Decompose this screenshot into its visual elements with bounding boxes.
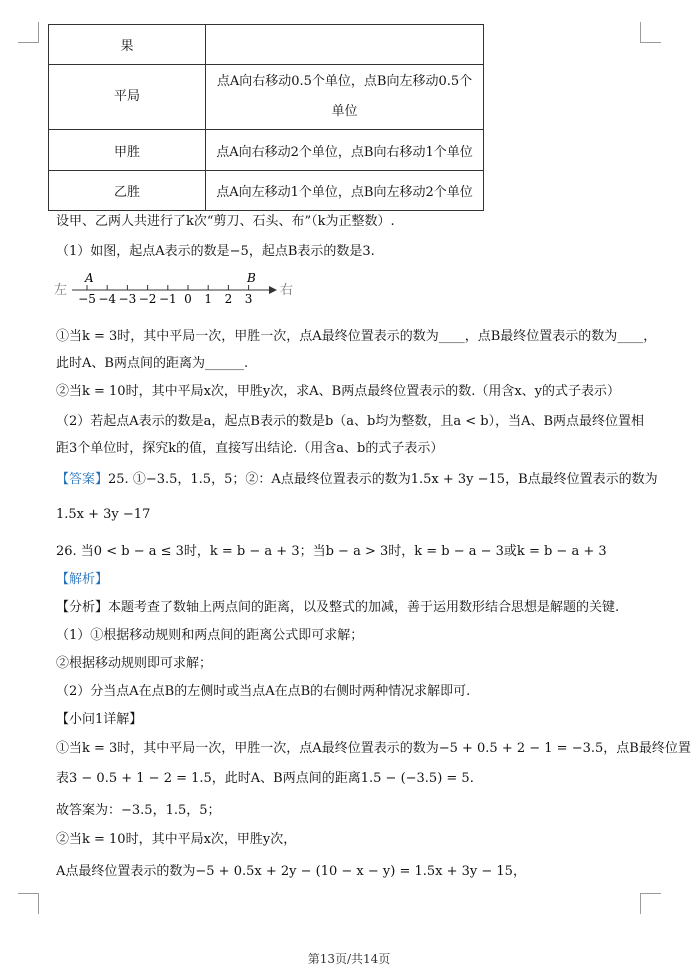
tick-label: −5 [78,292,96,306]
detail-3: ②当k = 10时，其中平局x次，甲胜y次， [56,832,297,847]
answer-26: 26. 当0 < b − a ≤ 3时，k = b − a + 3；当b − a > 3时，k = b − a − 3或k = b − a + 3 [56,544,607,559]
table-row [49,25,484,65]
arrow-head-icon [269,286,277,294]
rule-line: 单位 [331,104,358,119]
tick-label: −4 [98,292,117,306]
question-2-cont: 距3个单位时，探究k的值，直接写出结论.（用含a、b的式子表示） [56,441,444,456]
question-1-1: ①当k = 3时，其中平局一次，甲胜一次，点A最终位置表示的数为____，点B最终位置表示的数为____， [56,329,657,344]
detail-1: ①当k = 3时，其中平局一次，甲胜一次，点A最终位置表示的数为−5 + 0.5 + 2 − 1 = −3.5，点B最终位置 [56,741,691,756]
intro-text: 设甲、乙两人共进行了k次“剪刀、石头、布”（k为正整数）. [56,214,395,229]
answer-cont: 1.5x + 3y −17 [56,507,151,522]
question-1: （1）如图，起点A表示的数是−5，起点B表示的数是3. [56,244,375,259]
answer-text: 25. ①−3.5，1.5，5；②：A点最终位置表示的数为1.5x + 3y −15，B点最终位置表示的数为 [108,472,658,487]
detail-2: 故答案为：−3.5，1.5，5； [56,803,221,818]
analysis-1: （1）①根据移动规则和两点间的距离公式即可求解； [56,628,364,643]
result-cell: 乙胜 [49,171,206,211]
question-2: （2）若起点A表示的数是a，起点B表示的数是b（a、b均为整数，且a < b），当A、B两点最终位置相 [56,414,645,429]
crop-mark-bottom-right [640,893,661,914]
answer-line [56,468,658,487]
table-row [49,171,484,211]
point-a-label: A [85,271,94,285]
tick-label: 2 [224,292,233,306]
tick-group [78,285,252,306]
result-cell: 果 [49,25,206,65]
number-line [54,270,304,306]
answer-tag: 【答案】 [56,472,109,487]
result-cell: 平局 [49,65,206,130]
crop-mark-top-left [18,22,39,43]
table-row [49,65,484,130]
analysis-2: ②根据移动规则即可求解； [56,656,213,671]
rules-table [48,24,484,211]
rule-line: 点A向右移动0.5个单位，点B向左移动0.5个 [216,74,473,89]
crop-mark-top-right [640,22,661,43]
question-1-1-cont: 此时A、B两点间的距离为______. [56,356,249,371]
subquestion-heading: 【小问1详解】 [56,712,143,727]
jiexi-heading: 【解析】 [56,572,109,587]
analysis-3: （2）分当点A在点B的左侧时或当点A在点B的右侧时两种情况求解即可. [56,684,471,699]
rule-cell [206,65,484,130]
tick-label: 0 [184,292,192,306]
rule-cell: 点A向右移动2个单位，点B向右移动1个单位 [206,130,484,171]
tick-label: 1 [204,292,213,306]
analysis: 【分析】本题考查了数轴上两点间的距离，以及整式的加减，善于运用数形结合思想是解题的关键. [56,600,620,615]
tick-label: −1 [158,292,177,306]
detail-4: A点最终位置表示的数为−5 + 0.5x + 2y − (10 − x − y) = 1.5x + 3y − 15， [56,864,526,879]
tick-label: −2 [138,292,157,306]
point-b-label: B [247,271,256,285]
result-cell: 甲胜 [49,130,206,171]
crop-mark-bottom-left [18,893,39,914]
rule-cell [206,25,484,65]
tick-label: −3 [118,292,137,306]
detail-1-cont: 表3 − 0.5 + 1 − 2 = 1.5，此时A、B两点间的距离1.5 − (−3.5) = 5. [56,771,474,786]
rule-cell: 点A向左移动1个单位，点B向左移动2个单位 [206,171,484,211]
table-row [49,130,484,171]
left-label: 左 [54,283,68,298]
page-footer: 第13页/共14页 [307,952,391,966]
question-1-2: ②当k = 10时，其中平局x次，甲胜y次，求A、B两点最终位置表示的数.（用含x、y的式子表示） [56,384,621,399]
tick-label: 3 [244,292,253,306]
right-label: 右 [280,283,294,298]
